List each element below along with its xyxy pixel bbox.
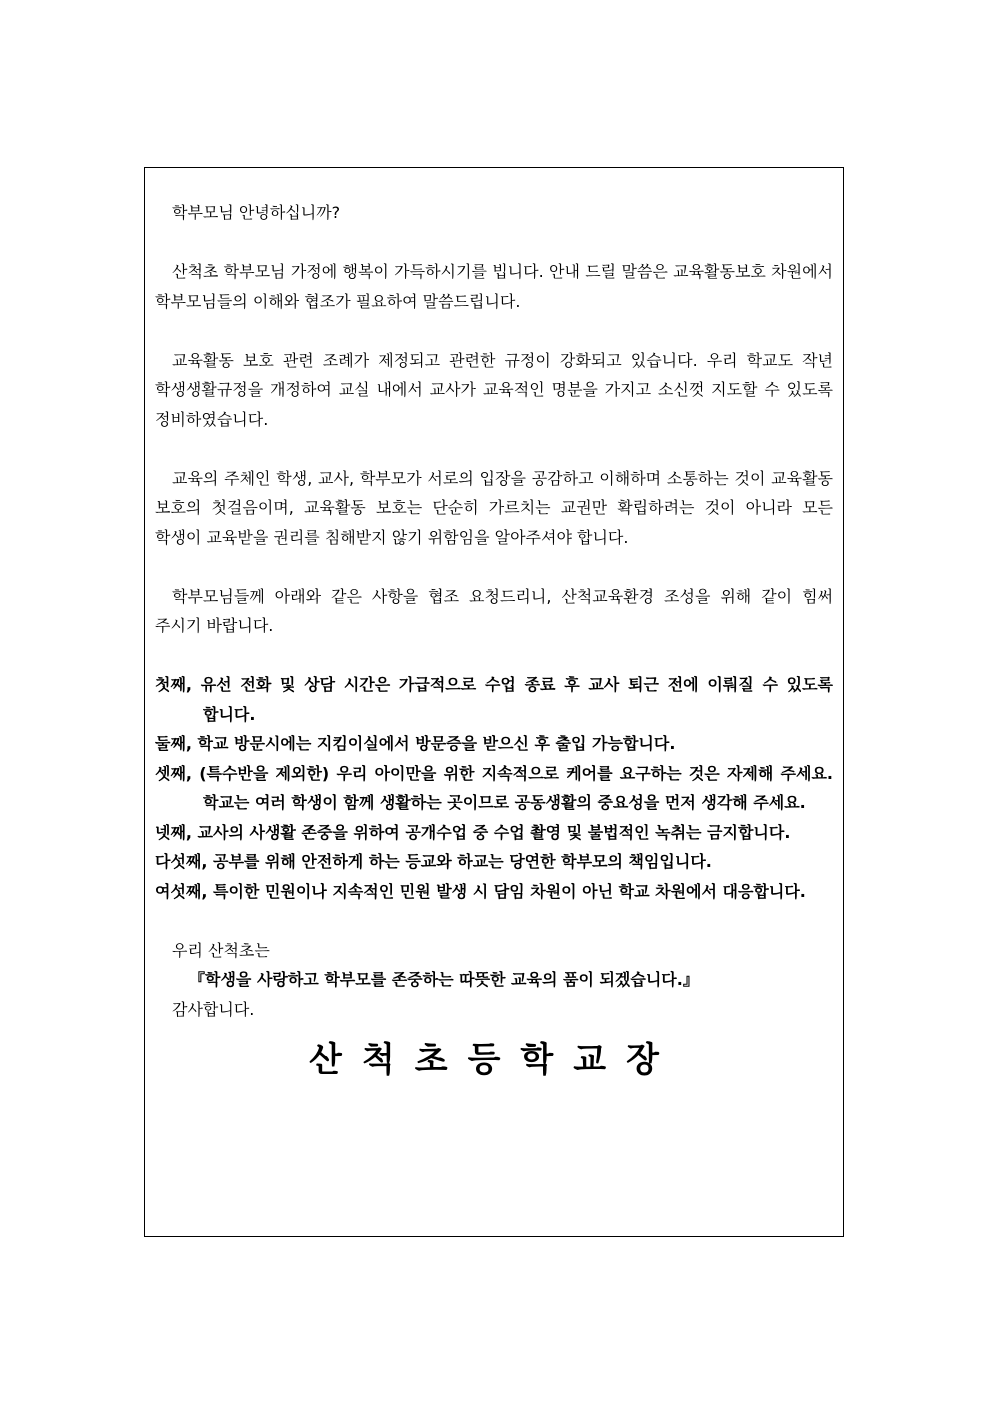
request-item: 다섯째, 공부를 위해 안전하게 하는 등교와 하교는 당연한 학부모의 책임입니다. <box>155 852 712 871</box>
request-item: 넷째, 교사의 사생활 존중을 위하여 공개수업 중 수업 촬영 및 불법적인 녹취는 금지합니다. <box>155 822 791 842</box>
request-item: 둘째, 학교 방문시에는 지킴이실에서 방문증을 받으신 후 출입 가능합니다. <box>155 734 676 753</box>
request-item: 셋째, (특수반을 제외한) 우리 아이만을 위한 지속적으로 케어를 요구하는 것은 자제해 주세요. 학교는 여러 학생이 함께 생활하는 곳이므로 공동생활의 중요성을 먼저 생각해 주세요. <box>155 763 833 812</box>
closing-intro: 우리 산척초는 <box>172 940 270 960</box>
request-item: 여섯째, 특이한 민원이나 지속적인 민원 발생 시 담임 차원이 아닌 학교 차원에서 대응합니다. <box>155 881 806 901</box>
school-motto: 『학생을 사랑하고 학부모를 존중하는 따뜻한 교육의 품이 되겠습니다.』 <box>189 970 699 989</box>
greeting: 학부모님 안녕하십니까? <box>172 203 341 222</box>
paragraph-intro: 산척초 학부모님 가정에 행복이 가득하시기를 빕니다. 안내 드릴 말씀은 교육활동보호 차원에서 학부모님들의 이해와 협조가 필요하여 말씀드립니다. <box>155 262 833 311</box>
signature-principal: 산척초등학교장 <box>309 1040 679 1080</box>
thanks-line: 감사합니다. <box>172 999 255 1019</box>
request-list <box>155 670 833 906</box>
paragraph-cooperation-request: 학부모님들께 아래와 같은 사항을 협조 요청드리니, 산척교육환경 조성을 위해 같이 힘써 주시기 바랍니다. <box>155 586 833 635</box>
paragraph-education-subjects: 교육의 주체인 학생, 교사, 학부모가 서로의 입장을 공감하고 이해하며 소통하는 것이 교육활동 보호의 첫걸음이며, 교육활동 보호는 단순히 가르치는 교권만 확립하려는 것이 아니라 모든 학생이 교육받을 권리를 침해받지 않기 위함임을 알아주셔야 합니다. <box>155 468 833 547</box>
letter-box <box>144 167 844 1237</box>
request-item: 첫째, 유선 전화 및 상담 시간은 가급적으로 수업 종료 후 교사 퇴근 전에 이뤄질 수 있도록 합니다. <box>155 675 833 724</box>
paragraph-regulations: 교육활동 보호 관련 조례가 제정되고 관련한 규정이 강화되고 있습니다. 우리 학교도 작년 학생생활규정을 개정하여 교실 내에서 교사가 교육적인 명분을 가지고 소신껏 지도할 수 있도록 정비하였습니다. <box>155 350 833 429</box>
